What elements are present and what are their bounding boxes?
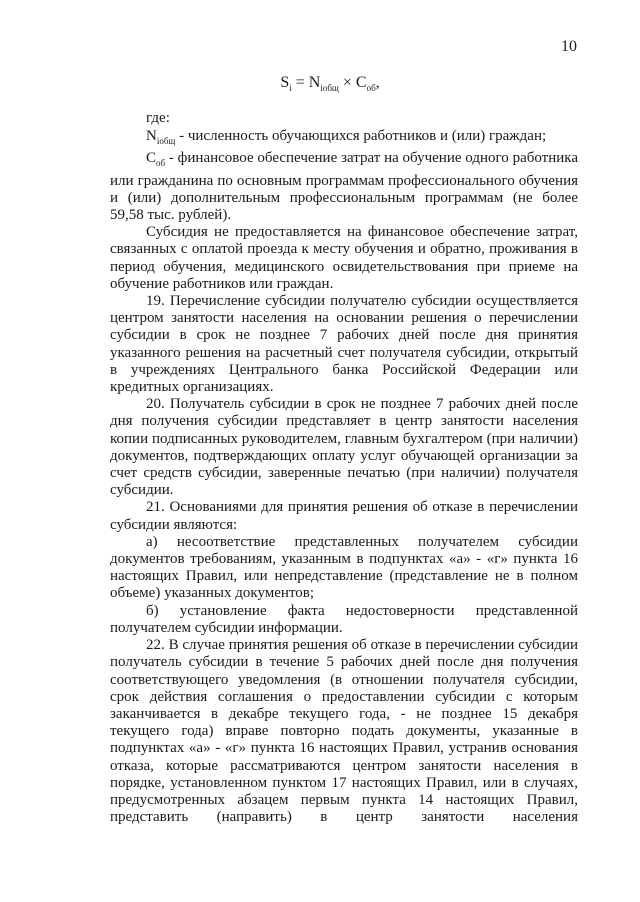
document-body — [110, 110, 578, 826]
paragraph-19: 19. Перечисление субсидии получателю субсидии осуществляется центром занятости населения на основании решения о перечислении субсидии в срок не позднее 7 рабочих дней после дня принятия указанного решения на расчетный счет получателя субсидии, открытый в учреждениях Центрального банка Российской Федерации или кредитных организациях. — [110, 293, 578, 396]
def-n-symbol: N — [146, 128, 157, 145]
formula-times: × C — [338, 74, 367, 91]
paragraph-21-b: б) установление факта недостоверности представленной получателем субсидии информации. — [110, 602, 578, 636]
paragraph-21-a: а) несоответствие представленных получателем субсидии документов требованиям, указанным в подпунктах «а» - «г» пункта 16 настоящих Правил, или непредставление (представление не в полном объеме) указанных документов; — [110, 533, 578, 602]
formula — [0, 74, 640, 97]
formula-tail: , — [375, 74, 380, 91]
where-label: где: — [146, 110, 170, 126]
page-number: 10 — [561, 38, 577, 55]
def-c-text: - финансовое обеспечение затрат на обучение одного работника или гражданина по основным программам профессионального обучения и (или) дополнительным профессиональным программам (не более 59,58 тыс. рублей). — [110, 150, 578, 224]
def-c-sub: об — [156, 158, 166, 169]
paragraph-subsidy-exclusions: Субсидия не предоставляется на финансовое обеспечение затрат, связанных с оплатой проезда к месту обучения и обратно, проживания в период обучения, медицинского освидетельствования при приеме на обучение работников или граждан. — [110, 224, 578, 292]
formula-eq: = N — [291, 74, 321, 91]
formula-left: S — [280, 74, 290, 91]
paragraph-21: 21. Основаниями для принятия решения об отказе в перечислении субсидии являются: — [110, 499, 578, 533]
paragraph-22: 22. В случае принятия решения об отказе в перечислении субсидии получатель субсидии в течение 5 рабочих дней после дня получения соответствующего уведомления (в отношении получателя субсидии, срок действия соглашения о предоставлении субсидии с которым заканчивается в декабре текущего года, - не позднее 15 декабря текущего года) вправе повторно подать документы, указанные в подпунктах «а» - «г» пункта 16 настоящих Правил, устранив основания отказа, которые рассматриваются центром занятости населения в порядке, установленном пунктом 17 настоящих Правил, или в случаях, предусмотренных абзацем первым пункта 14 настоящих Правил, представить (направить) в центр занятости населения — [110, 637, 578, 826]
def-n-text: - численность обучающихся работников и (или) граждан; — [175, 128, 547, 145]
formula-n-sub: iобщ — [320, 83, 339, 94]
definition-c — [110, 150, 578, 224]
def-c-symbol: C — [146, 150, 157, 167]
formula-c-sub: об — [366, 83, 376, 94]
paragraph-20: 20. Получатель субсидии в срок не позднее 7 рабочих дней после дня получения субсидии представляет в центр занятости населения копии подписанных руководителем, главным бухгалтером (при наличии) документов, подтверждающих оплату услуг обучающей организации за счет средств субсидии, заверенные печатью (при наличии) получателя субсидии. — [110, 396, 578, 499]
formula-left-sub: i — [289, 83, 292, 94]
def-n-sub: iобщ — [156, 136, 176, 147]
definition-n — [110, 128, 578, 150]
